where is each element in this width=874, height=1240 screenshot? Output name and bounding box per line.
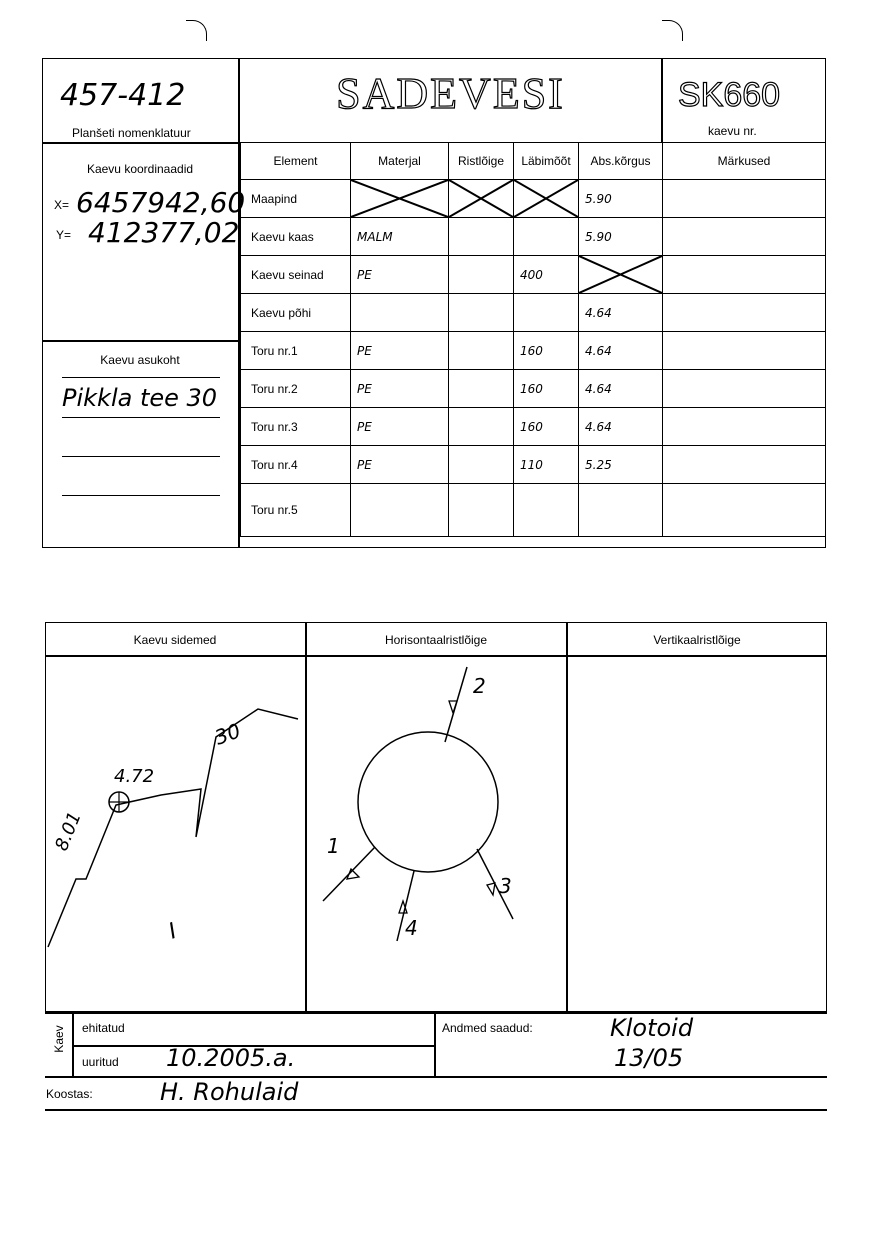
surveyed-label: uuritud [82,1055,119,1069]
sheet-nomenclature-value: 457-412 [60,78,186,113]
footer-top-line [45,1012,827,1014]
table-row [241,180,826,218]
cell-element: Kaevu kaas [241,218,351,256]
cell-element: Toru nr.2 [241,370,351,408]
punch-hole-right [662,20,683,41]
cell-crossed [514,180,579,218]
cell-abs: 4.64 [579,408,663,446]
tie-distance-2: 4.72 [114,766,155,787]
table-row [241,256,826,294]
pipe-3-label: 3 [499,874,512,898]
cross-mark [514,180,578,217]
data-received-label: Andmed saadud: [442,1021,533,1035]
col-markused: Märkused [663,143,826,180]
cell-abs: 4.64 [579,332,663,370]
well-circle [358,732,498,872]
element-table [240,142,826,537]
cell-materjal: PE [351,370,449,408]
built-label: ehitatud [82,1021,125,1035]
table-row [241,446,826,484]
marker-label: I [165,918,181,945]
horizontal-section-label: Horisontaalristlõige [384,633,488,647]
ties-sketch [46,657,304,1011]
surveyed-value: 10.2005.a. [166,1044,296,1072]
cell-ristloige [449,408,514,446]
cell-labimoot [514,294,579,332]
cell-labimoot: 160 [514,332,579,370]
cell-labimoot [514,218,579,256]
cell-labimoot: 400 [514,256,579,294]
cell-materjal: PE [351,408,449,446]
punch-hole-left [186,20,207,41]
cross-mark [449,180,513,217]
tie-distance-1: 8.01 [51,808,86,854]
coordinates-label: Kaevu koordinaadid [86,162,194,176]
location-underline-3 [62,495,220,496]
cell-markused [663,484,826,537]
cell-ristloige [449,484,514,537]
cell-materjal [351,294,449,332]
location-underline-1 [62,417,220,418]
cell-markused [663,218,826,256]
table-row [241,370,826,408]
cell-abs [579,484,663,537]
cell-element: Toru nr.5 [241,484,351,537]
cell-materjal: MALM [351,218,449,256]
cell-abs: 5.90 [579,218,663,256]
table-row [241,218,826,256]
x-prefix: X= [54,198,70,212]
location-underline-0 [62,377,220,378]
y-prefix: Y= [56,228,72,242]
y-coordinate-value: 412377,02 [88,216,240,249]
cell-materjal: PE [351,332,449,370]
cell-abs: 5.25 [579,446,663,484]
cell-ristloige [449,370,514,408]
col-labimoot: Läbimõõt [514,143,579,180]
cell-markused [663,332,826,370]
divider-header-bottom-left [42,142,240,144]
cell-markused [663,408,826,446]
location-value: Pikkla tee 30 [62,384,218,412]
cross-mark [579,256,662,293]
cell-materjal [351,484,449,537]
table-row [241,332,826,370]
cell-element: Maapind [241,180,351,218]
cell-ristloige [449,218,514,256]
x-coordinate-value: 6457942,60 [76,186,246,219]
compiled-label: Koostas: [46,1087,93,1101]
cell-element: Toru nr.4 [241,446,351,484]
location-label: Kaevu asukoht [100,353,180,367]
footer-mid-divider [434,1012,436,1076]
pipe-1-arrow-icon [347,869,359,879]
cell-markused [663,294,826,332]
cell-crossed [579,256,663,294]
cross-mark [351,180,448,217]
well-number-label: kaevu nr. [708,124,757,138]
cell-markused [663,446,826,484]
col-element: Element [241,143,351,180]
cell-element: Toru nr.1 [241,332,351,370]
cell-markused [663,180,826,218]
footer-compiled-line [45,1109,827,1111]
cell-labimoot [514,484,579,537]
cell-abs: 5.90 [579,180,663,218]
ties-label: Kaevu sidemed [133,633,217,647]
footer-kaev-divider [72,1012,74,1076]
vertical-section-label: Vertikaalristlõige [653,633,741,647]
divider-header-right [661,58,663,142]
cell-ristloige [449,256,514,294]
diagram-divider-2 [566,622,568,1012]
table-row [241,294,826,332]
cell-element: Kaevu põhi [241,294,351,332]
cell-element: Kaevu seinad [241,256,351,294]
data-received-name: Klotoid [610,1014,694,1042]
compiled-value: H. Rohulaid [160,1078,299,1106]
cell-materjal: PE [351,256,449,294]
cell-labimoot: 160 [514,370,579,408]
pipe-1-label: 1 [327,834,340,858]
cell-ristloige [449,294,514,332]
cell-markused [663,256,826,294]
cell-element: Toru nr.3 [241,408,351,446]
pipe-3-arrow-icon [487,883,495,895]
cell-ristloige [449,332,514,370]
cell-markused [663,370,826,408]
well-number-value: SK660 [678,76,781,114]
table-row [241,484,826,537]
table-header-row [241,143,826,180]
cell-crossed [449,180,514,218]
cell-materjal: PE [351,446,449,484]
cell-abs: 4.64 [579,370,663,408]
building-outline [48,709,298,947]
pipe-4-label: 4 [405,916,418,940]
location-underline-2 [62,456,220,457]
cell-labimoot: 160 [514,408,579,446]
table-row [241,408,826,446]
col-materjal: Materjal [351,143,449,180]
data-received-date: 13/05 [614,1044,684,1072]
cell-abs: 4.64 [579,294,663,332]
divider-coords-bottom [42,340,240,342]
pipe-2-label: 2 [473,674,486,698]
col-ristloige: Ristlõige [449,143,514,180]
col-abs-korgus: Abs.kõrgus [579,143,663,180]
horizontal-section-sketch [307,657,565,1011]
cell-labimoot: 110 [514,446,579,484]
cell-ristloige [449,446,514,484]
page-title: SADEVESI [336,69,565,118]
well-vertical-label: Kaev [52,1025,66,1053]
sheet-nomenclature-label: Planšeti nomenklatuur [72,126,191,140]
house-number: 30 [211,718,244,750]
cell-crossed [351,180,449,218]
